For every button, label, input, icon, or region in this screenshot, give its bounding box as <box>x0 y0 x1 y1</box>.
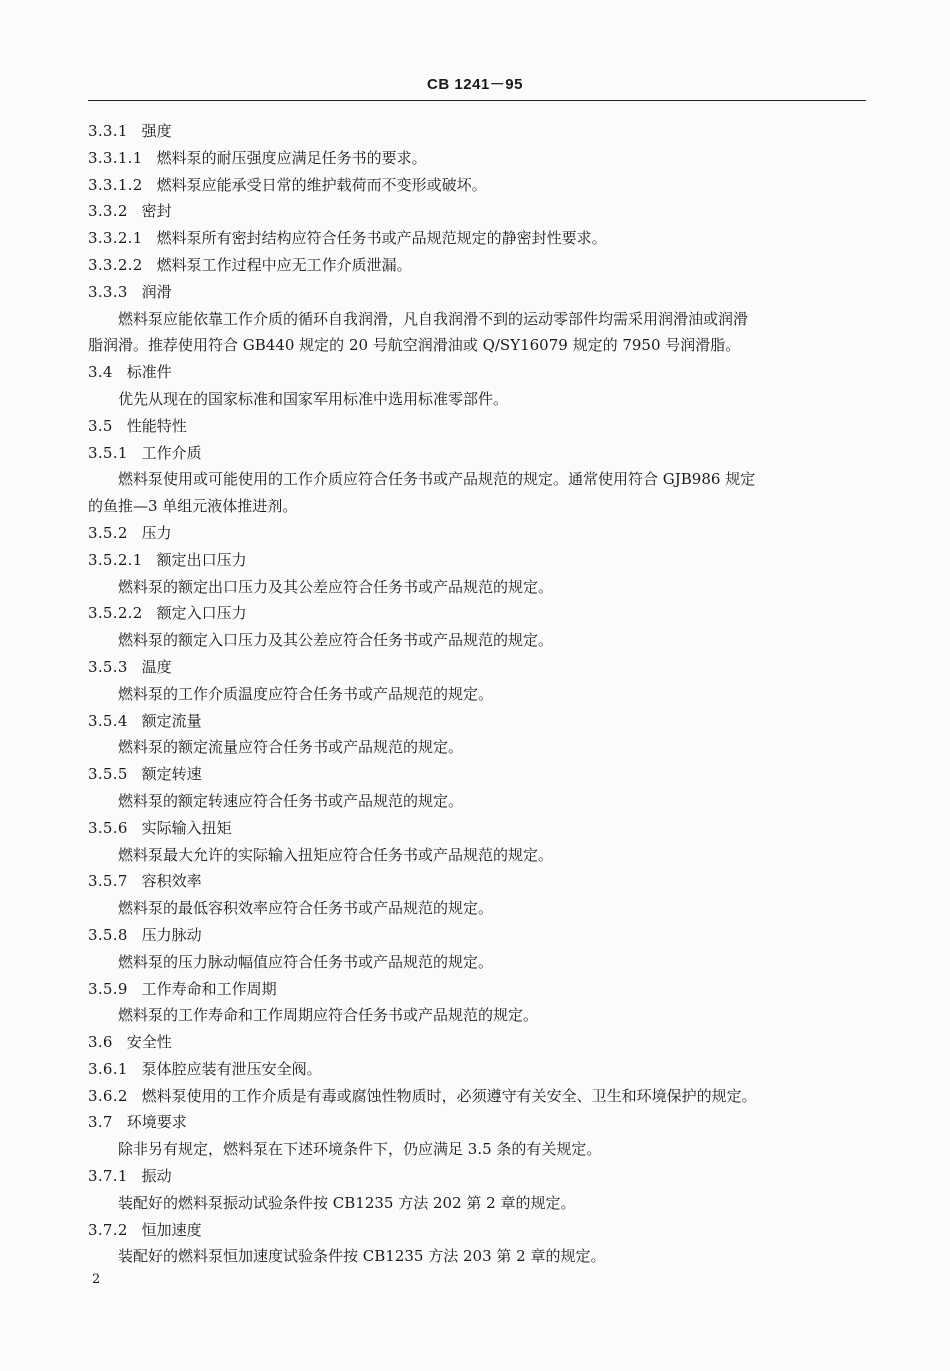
section-text: 工作寿命和工作周期 <box>141 979 277 998</box>
section-heading <box>88 1217 868 1244</box>
header-rule <box>88 100 866 101</box>
section-number: 3.5 <box>88 416 113 435</box>
section-text: 环境要求 <box>126 1113 187 1132</box>
section-text: 燃料泵使用的工作介质是有毒或腐蚀性物质时，必须遵守有关安全、卫生和环境保护的规定。 <box>141 1086 757 1105</box>
section-text: 燃料泵应能承受日常的维护载荷而不变形或破坏。 <box>156 175 487 194</box>
paragraph-line: 脂润滑。推荐使用符合 GB440 规定的 20 号航空润滑油或 Q/SY16079 规定的 7950 号润滑脂。 <box>88 336 741 355</box>
section-number: 3.6 <box>88 1033 113 1052</box>
section-number: 3.5.7 <box>88 872 128 891</box>
paragraph: 装配好的燃料泵振动试验条件按 CB1235 方法 202 第 2 章的规定。 <box>118 1193 576 1212</box>
section-number: 3.5.9 <box>88 979 128 998</box>
section-heading <box>88 761 868 788</box>
section-number: 3.5.2 <box>88 523 128 542</box>
section-text: 燃料泵的耐压强度应满足任务书的要求。 <box>156 148 427 167</box>
section-heading <box>88 976 868 1003</box>
paragraph: 燃料泵的额定转速应符合任务书或产品规范的规定。 <box>118 791 464 810</box>
section-heading <box>88 1083 868 1110</box>
section-text: 额定流量 <box>141 711 202 730</box>
section-text: 性能特性 <box>126 416 187 435</box>
section-text: 额定入口压力 <box>156 604 247 623</box>
section-number: 3.4 <box>88 363 113 382</box>
section-text: 额定出口压力 <box>156 550 247 569</box>
paragraph-line: 燃料泵应能依靠工作介质的循环自我润滑，凡自我润滑不到的运动零部件均需采用润滑油或润滑 <box>118 309 749 328</box>
section-number: 3.3.2.1 <box>88 229 143 248</box>
document-code: CB 1241－95 <box>427 76 523 93</box>
section-heading <box>88 600 868 627</box>
section-text: 压力 <box>141 523 172 542</box>
section-text: 泵体腔应装有泄压安全阀。 <box>141 1059 322 1078</box>
section-number: 3.5.8 <box>88 925 128 944</box>
section-text: 密封 <box>141 202 172 221</box>
section-number: 3.3.2 <box>88 202 128 221</box>
section-heading <box>88 1029 868 1056</box>
document-body <box>88 118 868 1270</box>
paragraph: 装配好的燃料泵恒加速度试验条件按 CB1235 方法 203 第 2 章的规定。 <box>118 1247 606 1266</box>
section-text: 振动 <box>141 1167 172 1186</box>
section-text: 燃料泵所有密封结构应符合任务书或产品规范规定的静密封性要求。 <box>156 229 607 248</box>
section-heading <box>88 145 868 172</box>
section-text: 压力脉动 <box>141 925 202 944</box>
section-number: 3.5.2.2 <box>88 604 143 623</box>
section-number: 3.5.3 <box>88 657 128 676</box>
paragraph: 燃料泵的最低容积效率应符合任务书或产品规范的规定。 <box>118 899 494 918</box>
section-number: 3.6.1 <box>88 1059 128 1078</box>
section-heading <box>88 815 868 842</box>
section-number: 3.7.2 <box>88 1220 128 1239</box>
section-text: 燃料泵工作过程中应无工作介质泄漏。 <box>156 255 412 274</box>
section-text: 容积效率 <box>141 872 202 891</box>
paragraph: 除非另有规定，燃料泵在下述环境条件下，仍应满足 3.5 条的有关规定。 <box>118 1140 602 1159</box>
section-text: 额定转速 <box>141 765 202 784</box>
paragraph: 燃料泵最大允许的实际输入扭矩应符合任务书或产品规范的规定。 <box>118 845 554 864</box>
section-number: 3.5.1 <box>88 443 128 462</box>
section-number: 3.5.5 <box>88 765 128 784</box>
paragraph: 优先从现在的国家标准和国家军用标准中选用标准零部件。 <box>118 389 509 408</box>
section-number: 3.5.2.1 <box>88 550 143 569</box>
section-heading <box>88 279 868 306</box>
section-number: 3.7 <box>88 1113 113 1132</box>
section-heading <box>88 252 868 279</box>
paragraph: 燃料泵的压力脉动幅值应符合任务书或产品规范的规定。 <box>118 952 494 971</box>
paragraph: 燃料泵的额定出口压力及其公差应符合任务书或产品规范的规定。 <box>118 577 554 596</box>
section-number: 3.7.1 <box>88 1167 128 1186</box>
section-number: 3.3.3 <box>88 282 128 301</box>
page-number: 2 <box>92 1272 101 1287</box>
section-heading <box>88 868 868 895</box>
section-text: 恒加速度 <box>141 1220 202 1239</box>
paragraph: 燃料泵的额定流量应符合任务书或产品规范的规定。 <box>118 738 464 757</box>
paragraph-line: 的鱼推—3 单组元液体推进剂。 <box>88 497 298 516</box>
section-text: 温度 <box>141 657 172 676</box>
section-number: 3.6.2 <box>88 1086 128 1105</box>
section-heading <box>88 654 868 681</box>
paragraph: 燃料泵的工作寿命和工作周期应符合任务书或产品规范的规定。 <box>118 1006 539 1025</box>
paragraph-line: 燃料泵使用或可能使用的工作介质应符合任务书或产品规范的规定。通常使用符合 GJB986 规定 <box>118 470 756 489</box>
section-heading <box>88 440 868 467</box>
section-heading <box>88 1056 868 1083</box>
section-text: 强度 <box>141 122 172 140</box>
section-text: 实际输入扭矩 <box>141 818 232 837</box>
section-heading <box>88 413 868 440</box>
section-heading <box>88 547 868 574</box>
section-number: 3.5.6 <box>88 818 128 837</box>
section-heading <box>88 225 868 252</box>
section-heading <box>88 1163 868 1190</box>
section-text: 润滑 <box>141 282 172 301</box>
section-heading <box>88 520 868 547</box>
section-heading <box>88 172 868 199</box>
section-text: 标准件 <box>126 363 172 382</box>
section-number: 3.3.1 <box>88 122 128 140</box>
section-heading <box>88 922 868 949</box>
paragraph: 燃料泵的工作介质温度应符合任务书或产品规范的规定。 <box>118 684 494 703</box>
section-heading <box>88 708 868 735</box>
section-number: 3.3.1.1 <box>88 148 143 167</box>
section-number: 3.3.1.2 <box>88 175 143 194</box>
section-heading <box>88 359 868 386</box>
section-heading <box>88 1109 868 1136</box>
section-heading <box>88 198 868 225</box>
section-text: 安全性 <box>126 1033 172 1052</box>
paragraph: 燃料泵的额定入口压力及其公差应符合任务书或产品规范的规定。 <box>118 631 554 650</box>
section-number: 3.3.2.2 <box>88 255 143 274</box>
section-text: 工作介质 <box>141 443 202 462</box>
section-number: 3.5.4 <box>88 711 128 730</box>
section-heading <box>88 118 868 145</box>
